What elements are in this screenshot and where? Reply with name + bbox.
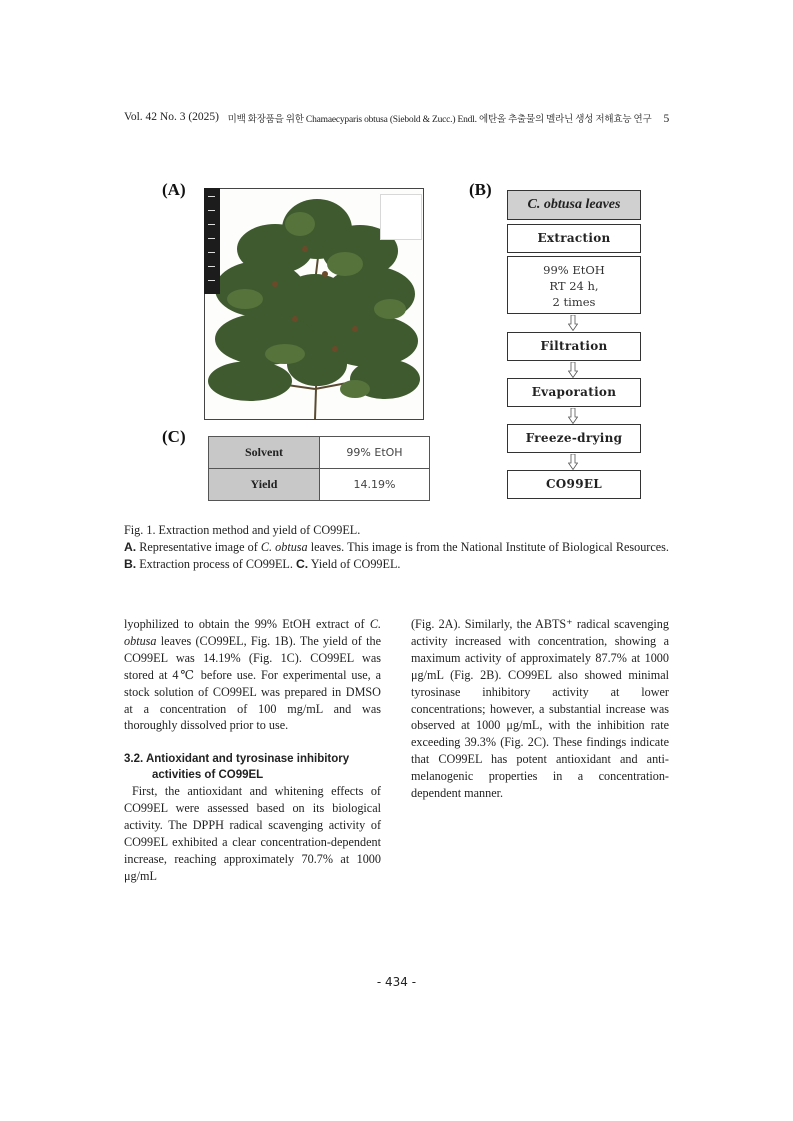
header-page-number: 5 [663, 113, 669, 125]
caption-description [124, 539, 669, 573]
flow-arrow-icon [568, 315, 578, 331]
table-row [209, 437, 430, 469]
page-number: - 434 - [376, 975, 417, 989]
figure-caption [124, 522, 669, 573]
paragraph: (Fig. 2A). Similarly, the ABTS⁺ radical scavenging activity increased with concentration, showing a maximum activity of approximately 87.7% at 1000 μg/mL (Fig. 2B). CO99EL also showed minimal tyrosinase inhibitory activity at lower concentrations; however, a substantial increase was observed at 1000 μg/mL, with the inhibition rate exceeding 39.3% (Fig. 2C). These findings indicate that CO99EL has potent antioxidant and anti-melanogenic properties in a concentration-dependent manner. [411, 617, 669, 801]
solvent-label: Solvent [209, 437, 320, 469]
paragraph-text: lyophilized to obtain the 99% EtOH extract of [124, 617, 370, 631]
flow-start-box: C. obtusa leaves [507, 190, 641, 220]
yield-value: 14.19% [320, 469, 430, 501]
section-heading-line1: 3.2. Antioxidant and tyrosinase inhibitory [124, 753, 350, 766]
table-row [209, 469, 430, 501]
measurement-scale-bar [204, 188, 220, 294]
flow-step-product: CO99EL [507, 470, 641, 499]
caption-a-source: leaves. This image is from the National Institute of Biological Resources. [307, 540, 669, 554]
flow-step-freeze-drying: Freeze-drying [507, 424, 641, 453]
body-column-right [411, 616, 669, 802]
running-title-text: 미백 화장품을 위한 Chamaecyparis obtusa (Siebold & Zucc.) Endl. 에탄올 추출물의 멜라닌 생성 저해효능 연구 [227, 115, 652, 125]
caption-species: C. obtusa [260, 540, 308, 554]
yield-table [208, 436, 430, 501]
solvent-value: 99% EtOH [320, 437, 430, 469]
caption-title: Fig. 1. Extraction method and yield of CO99EL. [124, 523, 361, 537]
flow-arrow-icon [568, 454, 578, 470]
body-column-left [124, 616, 381, 885]
flow-step-evaporation: Evaporation [507, 378, 641, 407]
flow-step-filtration: Filtration [507, 332, 641, 361]
journal-volume: Vol. 42 No. 3 (2025) [124, 111, 219, 123]
panel-label-c: (C) [162, 427, 186, 446]
paragraph-text: leaves (CO99EL, Fig. 1B). The yield of the CO99EL was 14.19% (Fig. 1C). CO99EL was stored at 4℃ before use. For experimental use, a stock solution of CO99EL was prepared in DMSO at a concentration of 100 mg/mL and was thoroughly dissolved prior to use. [124, 633, 381, 733]
running-title [228, 111, 669, 125]
flow-arrow-icon [568, 408, 578, 424]
flow-conditions-box [507, 256, 641, 314]
caption-label-b: B. [124, 557, 137, 571]
flow-step-extraction: Extraction [507, 224, 641, 253]
yield-label: Yield [209, 469, 320, 501]
species-name: C. obtusa [124, 617, 381, 648]
specimen-label-tag [380, 194, 422, 240]
caption-label-c: C. [295, 557, 309, 571]
caption-label-a: A. [124, 540, 137, 554]
condition-solvent: 99% EtOH [543, 263, 605, 277]
section-heading-line2: activities of CO99EL [152, 769, 264, 782]
condition-time: RT 24 h, [549, 279, 599, 293]
paragraph: First, the antioxidant and whitening effects of CO99EL were assessed based on its biological activity. The DPPH radical scavenging activity of CO99EL exhibited a clear concentration-dependent increase, reaching approximately 70.7% at 1000 μg/mL [124, 784, 381, 883]
panel-label-b: (B) [469, 180, 492, 199]
condition-repeats: 2 times [552, 295, 596, 309]
paragraph [124, 616, 381, 734]
caption-c-text: Yield of CO99EL. [308, 557, 401, 571]
panel-label-a: (A) [162, 180, 186, 199]
caption-b-text: Extraction process of CO99EL. [136, 557, 296, 571]
flow-arrow-icon [568, 362, 578, 378]
section-heading [124, 751, 381, 783]
caption-a-text: Representative image of [136, 540, 261, 554]
